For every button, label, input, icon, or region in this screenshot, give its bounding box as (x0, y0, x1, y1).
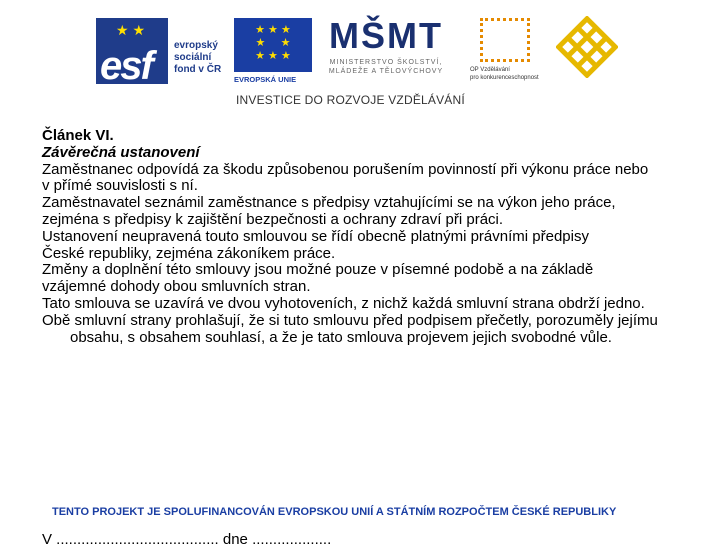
article-paragraph: Změny a doplnění této smlouvy jsou možné pouze v písemné podobě a na základě (42, 261, 594, 279)
esf-caption-line: sociální (174, 52, 212, 63)
logo-bar (0, 0, 720, 120)
msmt-caption-line: MLÁDEŽE A TĚLOVÝCHOVY (328, 68, 444, 75)
article (42, 128, 692, 346)
article-paragraph: Zaměstnavatel seznámil zaměstnance s předpisy vztahujícími se na výkon jeho práce, (42, 194, 616, 212)
article-paragraph: zejména s předpisy k zajištění bezpečnosti a ochrany zdraví při práci. (42, 210, 504, 228)
esf-mark (96, 18, 168, 88)
eu-stars-icon: ★ ★ ★ ★ ★ ★ ★ ★ (255, 24, 291, 62)
esf-stars-icon: ★ ★ (116, 22, 145, 38)
article-paragraph: České republiky, zejména zákoníkem práce. (42, 244, 336, 262)
article-subheading: Závěrečná ustanovení (42, 143, 200, 161)
signature-line: V ....................................... dne ................... (42, 531, 332, 548)
article-paragraph: vzájemné dohody obou smluvních stran. (42, 278, 311, 296)
knot-logo-icon (556, 16, 618, 78)
eu-caption: EVROPSKÁ UNIE (234, 75, 297, 84)
logo-subtitle: INVESTICE DO ROZVOJE VZDĚLÁVÁNÍ (236, 93, 465, 107)
esf-mark-text: esf (100, 44, 152, 88)
msmt-mark: MŠMT (329, 15, 443, 56)
eu-logo (234, 18, 312, 84)
cofinancing-footer: TENTO PROJEKT JE SPOLUFINANCOVÁN EVROPSKOU UNIÍ A STÁTNÍM ROZPOČTEM ČESKÉ REPUBLIKY (52, 506, 617, 518)
article-paragraph: Ustanovení neupravená touto smlouvou se řídí obecně platnými právními předpisy (42, 227, 589, 245)
esf-caption (174, 40, 221, 76)
op-caption (470, 66, 550, 82)
eu-flag-icon (234, 18, 312, 72)
article-heading: Článek VI. (42, 127, 114, 144)
article-paragraph: Tato smlouva se uzavírá ve dvou vyhotoveních, z nichž každá smluvní strana obdrží jedno. (42, 294, 645, 312)
op-caption-line: OP Vzdělávání (470, 67, 510, 73)
esf-logo (96, 18, 226, 86)
op-mark-icon (480, 18, 530, 62)
article-paragraph: Obě smluvní strany prohlašují, že si tuto smlouvu před podpisem přečetly, porozuměly jejímu obsahu, s obsahem souhlasí, a že je tato smlouva projevem jejich svobodné vůle. (42, 311, 658, 346)
msmt-logo (316, 14, 456, 86)
article-paragraph: Zaměstnanec odpovídá za škodu způsobenou porušením povinností při výkonu práce nebo (42, 160, 649, 178)
esf-caption-line: fond v ČR (174, 64, 222, 75)
esf-caption-line: evropský (174, 40, 218, 51)
msmt-caption-line: MINISTERSTVO ŠKOLSTVÍ, (329, 59, 443, 66)
op-logo (470, 18, 550, 84)
article-paragraph: v přímé souvislosti s ní. (42, 177, 198, 195)
op-caption-line: pro konkurenceschopnost (470, 75, 539, 81)
